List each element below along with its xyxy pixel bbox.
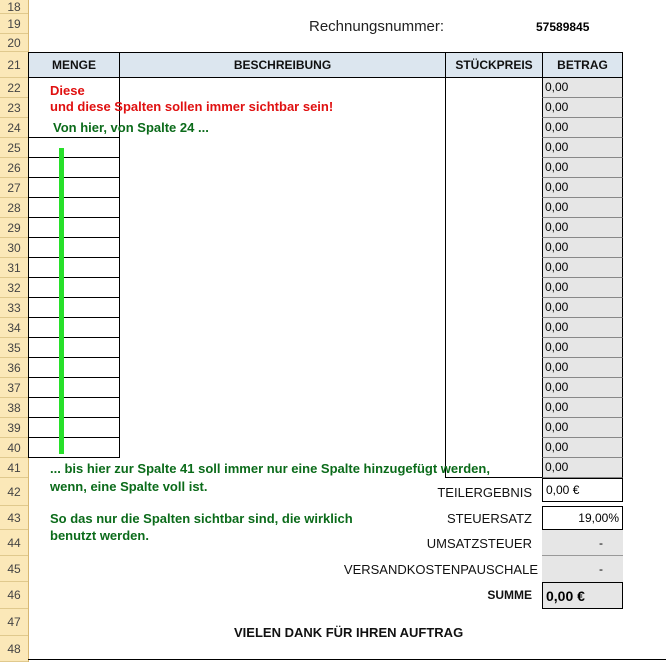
betrag-cell[interactable]: 0,00 [542, 338, 623, 358]
betrag-cell[interactable]: 0,00 [542, 238, 623, 258]
betrag-cell[interactable]: 0,00 [542, 178, 623, 198]
row-header[interactable]: 46 [0, 582, 28, 609]
betrag-cell[interactable]: 0,00 [542, 358, 623, 378]
row-header[interactable]: 31 [0, 258, 28, 278]
menge-cell[interactable] [28, 198, 120, 218]
row-header[interactable]: 43 [0, 506, 28, 530]
row-header[interactable]: 39 [0, 418, 28, 438]
row-header[interactable]: 18 [0, 0, 28, 14]
green-range-marker [59, 148, 64, 454]
umsatzsteuer-value[interactable]: - [542, 530, 623, 556]
footer-thanks: VIELEN DANK FÜR IHREN AUFTRAG [234, 625, 464, 640]
betrag-cell[interactable]: 0,00 [542, 218, 623, 238]
betrag-cell[interactable]: 0,00 [542, 98, 623, 118]
menge-cell[interactable] [28, 438, 120, 458]
betrag-cell[interactable]: 0,00 [542, 258, 623, 278]
note-green-line2: ... bis hier zur Spalte 41 soll immer nur eine Spalte hinzugefügt werden, [50, 461, 490, 476]
summe-value[interactable]: 0,00 € [542, 582, 623, 609]
row-header[interactable]: 33 [0, 298, 28, 318]
header-menge[interactable]: MENGE [28, 52, 120, 78]
row-header[interactable]: 34 [0, 318, 28, 338]
row-header[interactable]: 28 [0, 198, 28, 218]
menge-cell[interactable] [28, 238, 120, 258]
row-header[interactable]: 44 [0, 530, 28, 556]
betrag-cell[interactable]: 0,00 [542, 158, 623, 178]
row-header[interactable]: 23 [0, 98, 28, 118]
row-header[interactable]: 38 [0, 398, 28, 418]
row-header[interactable]: 40 [0, 438, 28, 458]
row-header[interactable]: 32 [0, 278, 28, 298]
menge-cell[interactable] [28, 178, 120, 198]
teilergebnis-label: TEILERGEBNIS [437, 485, 532, 500]
steuersatz-value[interactable]: 19,00% [542, 506, 623, 530]
row-header[interactable]: 35 [0, 338, 28, 358]
menge-row24-bottom [28, 137, 120, 138]
header-stueckpreis[interactable]: STÜCKPREIS [445, 52, 543, 78]
note-green-line1: Von hier, von Spalte 24 ... [53, 120, 209, 135]
betrag-cell[interactable]: 0,00 [542, 438, 623, 458]
invoice-number-value[interactable]: 57589845 [536, 20, 590, 34]
row-header[interactable]: 36 [0, 358, 28, 378]
row-header[interactable]: 41 [0, 458, 28, 478]
betrag-cell[interactable]: 0,00 [542, 378, 623, 398]
steuersatz-label: STEUERSATZ [447, 511, 532, 526]
row-header[interactable]: 47 [0, 609, 28, 636]
versand-label: VERSANDKOSTENPAUSCHALE [343, 562, 538, 577]
row-header[interactable]: 48 [0, 636, 28, 662]
betrag-cell[interactable]: 0,00 [542, 118, 623, 138]
row-header[interactable]: 27 [0, 178, 28, 198]
menge-cell[interactable] [28, 398, 120, 418]
menge-left-border-top [28, 78, 29, 138]
note-red-line1: Diese [50, 83, 85, 98]
row-header[interactable]: 45 [0, 556, 28, 582]
menge-cell[interactable] [28, 358, 120, 378]
row-header[interactable]: 22 [0, 78, 28, 98]
menge-cell[interactable] [28, 218, 120, 238]
row-header[interactable]: 30 [0, 238, 28, 258]
betrag-cell[interactable]: 0,00 [542, 418, 623, 438]
menge-cell[interactable] [28, 418, 120, 438]
betrag-cell[interactable]: 0,00 [542, 138, 623, 158]
summe-label: SUMME [487, 588, 532, 602]
menge-cell[interactable] [28, 158, 120, 178]
table-bottom-border [445, 477, 543, 478]
row-headers [0, 0, 29, 662]
row-header[interactable]: 19 [0, 14, 28, 34]
note-green-line4: So das nur die Spalten sichtbar sind, die wirklich [50, 511, 353, 526]
menge-cell[interactable] [28, 138, 120, 158]
invoice-number-label: Rechnungsnummer: [309, 18, 445, 35]
betrag-cell[interactable]: 0,00 [542, 458, 623, 478]
note-green-line3: wenn, eine Spalte voll ist. [50, 479, 208, 494]
header-beschreibung[interactable]: BESCHREIBUNG [119, 52, 446, 78]
betrag-cell[interactable]: 0,00 [542, 198, 623, 218]
menge-cell[interactable] [28, 298, 120, 318]
note-green-line5: benutzt werden. [50, 528, 149, 543]
row-header[interactable]: 21 [0, 52, 28, 78]
note-red-line2: und diese Spalten sollen immer sichtbar sein! [50, 99, 334, 114]
header-betrag[interactable]: BETRAG [542, 52, 623, 78]
row-header[interactable]: 42 [0, 478, 28, 506]
teilergebnis-value[interactable]: 0,00 € [542, 478, 623, 502]
row-header[interactable]: 37 [0, 378, 28, 398]
betrag-cell[interactable]: 0,00 [542, 78, 623, 98]
versand-value[interactable]: - [542, 556, 623, 582]
row-header[interactable]: 29 [0, 218, 28, 238]
menge-cell[interactable] [28, 318, 120, 338]
menge-cell[interactable] [28, 258, 120, 278]
row-header[interactable]: 26 [0, 158, 28, 178]
betrag-cell[interactable]: 0,00 [542, 298, 623, 318]
betrag-cell[interactable]: 0,00 [542, 318, 623, 338]
menge-cell[interactable] [28, 378, 120, 398]
menge-cell[interactable] [28, 338, 120, 358]
stueckpreis-left-border [445, 78, 446, 478]
row-header[interactable]: 20 [0, 34, 28, 52]
menge-cell[interactable] [28, 278, 120, 298]
invoice-sheet [28, 0, 666, 662]
umsatzsteuer-label: UMSATZSTEUER [426, 536, 532, 551]
betrag-cell[interactable]: 0,00 [542, 398, 623, 418]
betrag-cell[interactable]: 0,00 [542, 278, 623, 298]
page-bottom-border [28, 659, 666, 660]
row-header[interactable]: 24 [0, 118, 28, 138]
row-header[interactable]: 25 [0, 138, 28, 158]
